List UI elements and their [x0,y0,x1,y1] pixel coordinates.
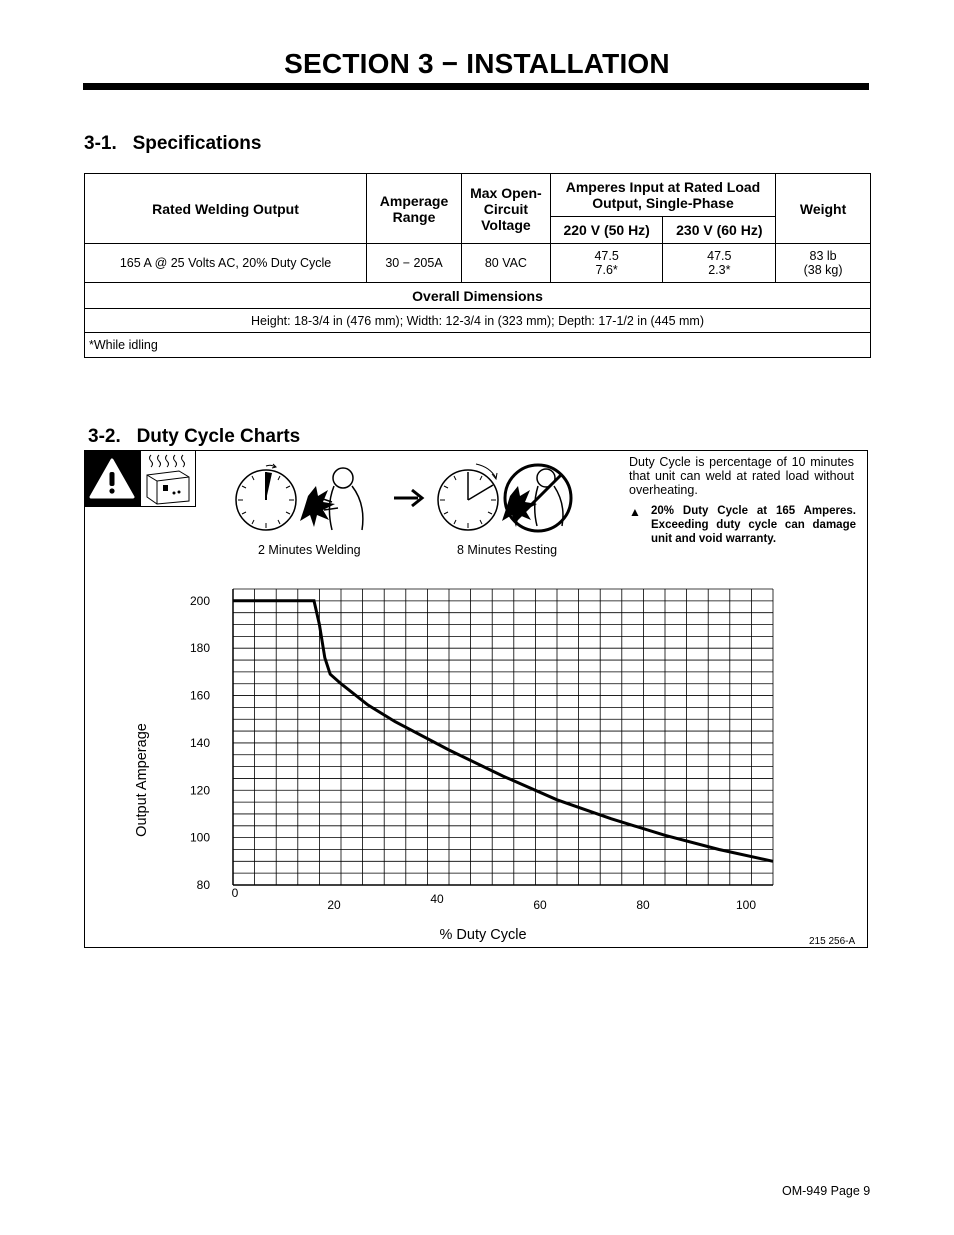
x-tick-label: 80 [636,898,650,912]
duty-cycle-description: Duty Cycle is percentage of 10 minutes that unit can weld at rated load without overheating. [629,455,854,497]
page-footer: OM-949 Page 9 [782,1184,871,1198]
cell-amperage-range: 30 − 205A [367,244,462,283]
x-tick-label: 20 [327,898,341,912]
y-tick-label: 200 [189,593,210,608]
y-tick-label: 120 [189,783,210,798]
caption-resting: 8 Minutes Resting [457,543,558,557]
dimensions-heading: Overall Dimensions [85,283,871,309]
caption-welding: 2 Minutes Welding [258,543,361,557]
chart-ticks [190,594,756,912]
y-tick-label: 180 [189,641,210,656]
x-tick-label: 0 [231,886,239,900]
y-tick-label: 160 [189,688,210,703]
x-axis-label: % Duty Cycle [439,927,527,943]
duty-cycle-heading: 3-2. Duty Cycle Charts [88,426,301,447]
x-tick-label: 100 [735,898,757,912]
x-tick-label: 40 [430,892,444,906]
duty-cycle-warning: 20% Duty Cycle at 165 Amperes. Exceeding duty cycle can damage unit and void warranty. [651,505,856,545]
dimensions-value: Height: 18-3/4 in (476 mm); Width: 12-3/4 in (323 mm); Depth: 17-1/2 in (445 mm) [85,309,871,333]
x-tick-label: 60 [533,898,547,912]
y-axis-label: Output Amperage [134,723,150,837]
section-title: SECTION 3 − INSTALLATION [284,48,670,79]
y-tick-label: 80 [196,878,210,892]
cell-amps-220: 47.5 7.6* [550,244,663,283]
chart-grid [233,589,773,885]
header-amperes-input: Amperes Input at Rated Load Output, Single-Phase [550,174,775,217]
footnote: *While idling [85,333,871,358]
y-tick-label: 140 [189,735,210,750]
cell-weight: 83 lb (38 kg) [776,244,871,283]
header-220v: 220 V (50 Hz) [550,217,663,244]
header-max-ocv: Max Open-Circuit Voltage [461,174,550,244]
header-rated-output: Rated Welding Output [85,174,367,244]
warning-triangle-icon: ▲ [629,505,641,519]
cell-amps-230: 47.5 2.3* [663,244,776,283]
y-tick-label: 100 [189,830,210,845]
figure-code: 215 256-A [809,936,856,947]
cell-rated-output: 165 A @ 25 Volts AC, 20% Duty Cycle [85,244,367,283]
header-amperage-range: Amperage Range [367,174,462,244]
specifications-heading: 3-1. Specifications [84,133,262,154]
header-230v: 230 V (60 Hz) [663,217,776,244]
header-weight: Weight [776,174,871,244]
cell-max-ocv: 80 VAC [461,244,550,283]
